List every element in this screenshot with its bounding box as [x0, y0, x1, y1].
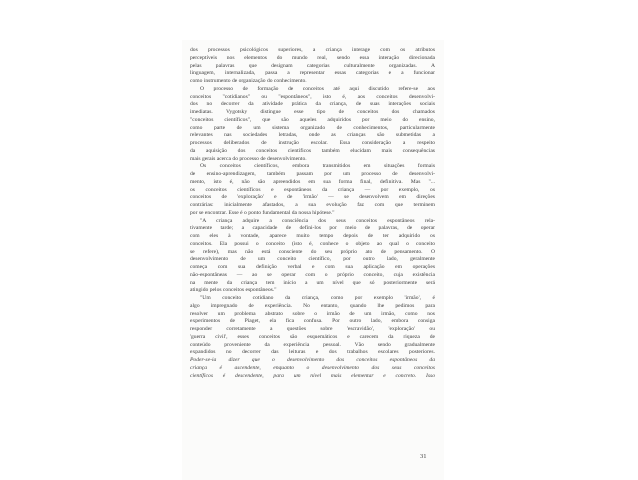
- text-line: da aquisição dos conceitos científicos também elucidam mais consequências: [190, 147, 435, 154]
- text-line: desenvolvimento de um conceito científico, por outro lado, geralmente: [190, 256, 435, 263]
- text-line: como parte de um sistema organizado de conhecimentos, particularmente: [190, 124, 435, 131]
- text-line: mais gerais acerca do processo de desenvolvimento.: [190, 155, 307, 162]
- text-line: com eles à vontade, aparece muito tempo depois de ter adquirido os: [190, 233, 435, 239]
- text-line: resolver um problema abstrato sobre o irmão de um irmão, como nos: [190, 310, 435, 317]
- text-line: dos processos psicológicos superiores, a criança interage com os atributos: [190, 47, 435, 53]
- text-line: criança é ascendente, enquanto o desenvolvimento dos seus conceitos: [190, 364, 435, 371]
- text-line: mento, isto é, não são apreendidos em sua forma final, definitiva. Mas "...: [190, 178, 435, 185]
- text-line: começa com sua definição verbal e com sua aplicação em operações: [190, 264, 435, 270]
- text-line: imediatas. Vygotsky distingue esse tipo de conceitos dos chamados: [190, 109, 435, 115]
- text-line: conceitos de 'exploração' e de 'irmão' — se desenvolvem em direções: [190, 194, 435, 201]
- text-line: algo impregnado de experiência. No entanto, quando lhe pedimos para: [190, 302, 435, 309]
- text-line: "Um conceito cotidiano da criança, como por exemplo 'irmão', é: [200, 295, 435, 301]
- text-line: relevantes nas sociedades letradas, onde as crianças são submetidas a: [190, 132, 435, 139]
- text-line: expandidos no decorrer das leituras e dos trabalhos escolares posteriores.: [190, 349, 435, 356]
- text-line: científicos é descendente, para um nível mais elementar e concreto. Isso: [190, 372, 435, 379]
- text-line: contrárias: inicialmente afastados, a sua evolução faz com que terminem: [190, 202, 435, 208]
- text-line: "conceitos científicos", que são aqueles adquiridos por meio do ensino,: [190, 116, 435, 123]
- text-line: por se encontrar. Esse é o ponto fundamental da nossa hipótese.": [190, 209, 335, 216]
- text-line: processos deliberados de instrução escolar. Essa consideração a respeito: [190, 140, 435, 146]
- text-line: experimentos de Piaget, ela fica confusa. Por outro lado, embora consiga: [190, 318, 435, 325]
- text-line: na mente da criança tem início a um nível que só posteriormente será: [190, 279, 435, 286]
- text-line: perceptíveis nos elementos do mundo real, sendo essa interação direcionada: [190, 54, 435, 61]
- text-line: O processo de formação de conceitos até aqui discutido refere-se aos: [200, 85, 435, 92]
- text-line: como instrumento de organização do conhecimento.: [190, 78, 307, 84]
- text-line: conteúdo proveniente da experiência pessoal. Vão sendo gradualmente: [190, 341, 435, 348]
- text-line: os conceitos científicos e espontâneos da criança — por exemplo, os: [190, 186, 435, 193]
- text-line: atingido pelos conceitos espontâneos.": [190, 287, 277, 294]
- text-line: tivamente tarde; a capacidade de defini-los por meio de palavras, de operar: [190, 225, 435, 232]
- body-text: [190, 47, 435, 380]
- text-line: não-espontâneas — ao se operar com o próprio conceito, cuja existência: [190, 271, 435, 278]
- text-line: linguagem, internalizada, passa a representar essas categorias e a funcionar: [190, 70, 435, 77]
- text-line: dos no decorrer da atividade prática da criança, de suas interações sociais: [190, 101, 435, 108]
- text-line: Poder-se-ia dizer que o desenvolvimento dos conceitos espontâneos da: [190, 357, 435, 363]
- text-line: conceitos. Ela possui o conceito (isto é, conhece o objeto ao qual o conceito: [190, 240, 435, 247]
- text-line: pelas palavras que designam categorias culturalmente organizadas. A: [190, 62, 435, 69]
- text-line: Os conceitos científicos, embora transmitidos em situações formais: [200, 163, 435, 170]
- text-line: "A criança adquire a consciência dos seus conceitos espontâneos rela-: [200, 217, 435, 224]
- text-line: de ensino-aprendizagem, também passam por um processo de desenvolvi-: [190, 171, 435, 177]
- text-line: se refere), mas não está consciente do seu próprio ato de pensamento. O: [190, 248, 435, 255]
- text-line: 'guerra civil', esses conceitos são esquemáticos e carecem da riqueza de: [190, 333, 435, 340]
- page-number: 31: [420, 453, 427, 460]
- text-line: responder corretamente a questões sobre 'escravidão', 'exploração' ou: [190, 326, 435, 332]
- text-line: conceitos "cotidianos" ou "espontâneos", isto é, aos conceitos desenvolvi-: [190, 93, 435, 100]
